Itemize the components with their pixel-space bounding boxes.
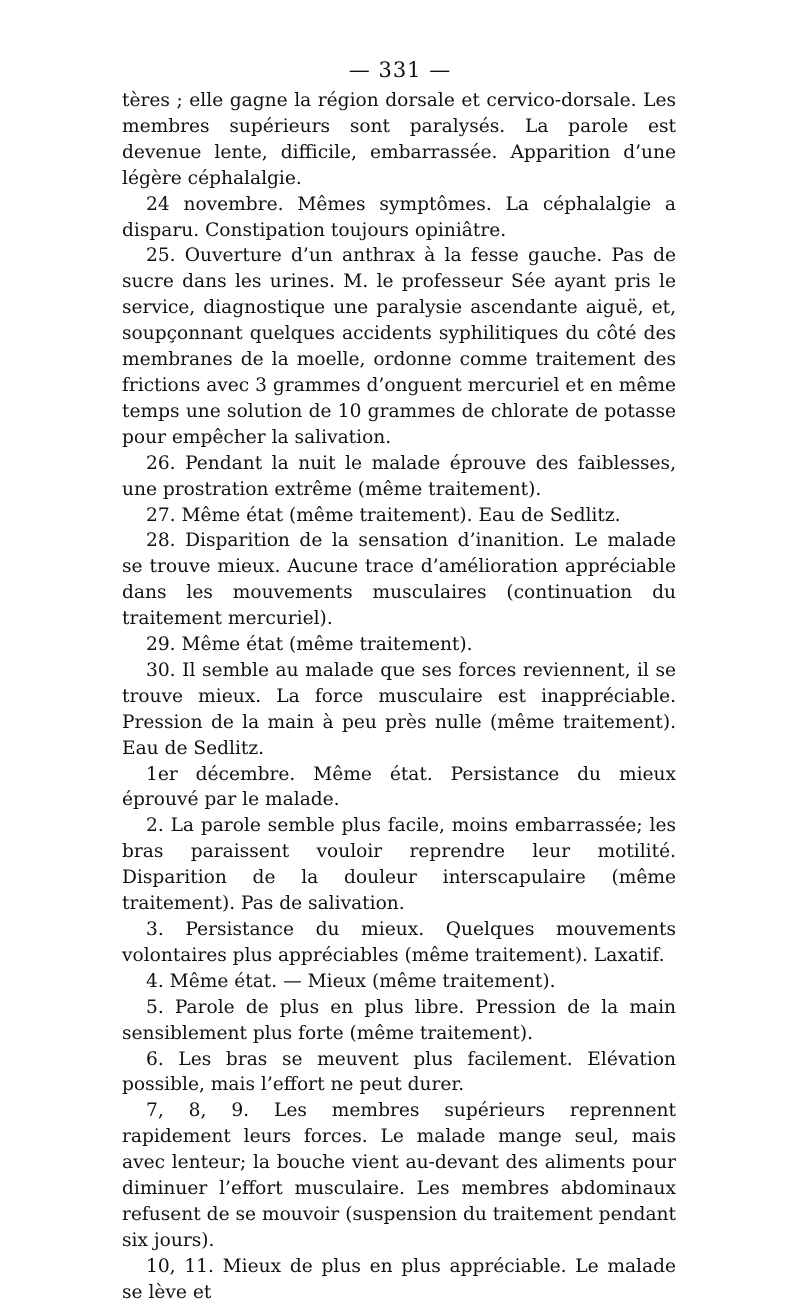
- paragraph: 30. Il semble au malade que ses forces reviennent, il se trouve mieux. La force musculaire est inappréciable. Pression de la main à peu près nulle (même traitement). Eau de Sedlitz.: [122, 659, 676, 759]
- page-body: [122, 88, 676, 1306]
- paragraph: 6. Les bras se meuvent plus facilement. Elévation possible, mais l’effort ne peut durer.: [122, 1048, 676, 1096]
- paragraph: 4. Même état. — Mieux (même traitement).: [146, 970, 556, 992]
- paragraph: 2. La parole semble plus facile, moins embarrassée; les bras paraissent vouloir reprendre leur motilité. Disparition de la douleur interscapulaire (même traitement). Pas de salivation.: [122, 815, 676, 915]
- paragraph: 3. Persistance du mieux. Quelques mouvements volontaires plus appréciables (même traitement). Laxatif.: [122, 919, 676, 966]
- paragraph: 26. Pendant la nuit le malade éprouve des faiblesses, une prostration extrême (même traitement).: [122, 452, 676, 500]
- paragraph: 5. Parole de plus en plus libre. Pression de la main sensiblement plus forte (même traitement).: [122, 996, 676, 1044]
- paragraph: 10, 11. Mieux de plus en plus appréciable. Le malade se lève et: [122, 1255, 676, 1303]
- paragraph: 29. Même état (même traitement).: [146, 634, 473, 656]
- paragraph: 7, 8, 9. Les membres supérieurs reprennent rapidement leurs forces. Le malade mange seul, mais avec lenteur; la bouche vient au-devant des aliments pour diminuer l’effort musculaire. Les membres abdominaux refusent de se mouvoir (suspension du traitement pendant six jours).: [122, 1100, 676, 1251]
- paragraph: tères ; elle gagne la région dorsale et cervico-dorsale. Les membres supérieurs sont paralysés. La parole est devenue lente, difficile, embarrassée. Apparition d’une légère céphalalgie.: [122, 90, 676, 189]
- page-number: — 331 —: [348, 58, 452, 82]
- paragraph: 24 novembre. Mêmes symptômes. La céphalalgie a disparu. Constipation toujours opiniâtre.: [122, 193, 676, 241]
- paragraph: 1er décembre. Même état. Persistance du mieux éprouvé par le malade.: [122, 763, 676, 811]
- paragraph: 25. Ouverture d’un anthrax à la fesse gauche. Pas de sucre dans les urines. M. le professeur Sée ayant pris le service, diagnostique une paralysie ascendante aiguë, et, soupçonnant quelques accidents syphilitiques du côté des membranes de la moelle, ordonne comme traitement des frictions avec 3 grammes d’onguent mercuriel et en même temps une solution de 10 grammes de chlorate de potasse pour empêcher la salivation.: [122, 245, 676, 448]
- paragraph: 27. Même état (même traitement). Eau de Sedlitz.: [146, 504, 621, 526]
- paragraph: 28. Disparition de la sensation d’inanition. Le malade se trouve mieux. Aucune trace d’amélioration appréciable dans les mouvements musculaires (continuation du traitement mercuriel).: [122, 530, 676, 630]
